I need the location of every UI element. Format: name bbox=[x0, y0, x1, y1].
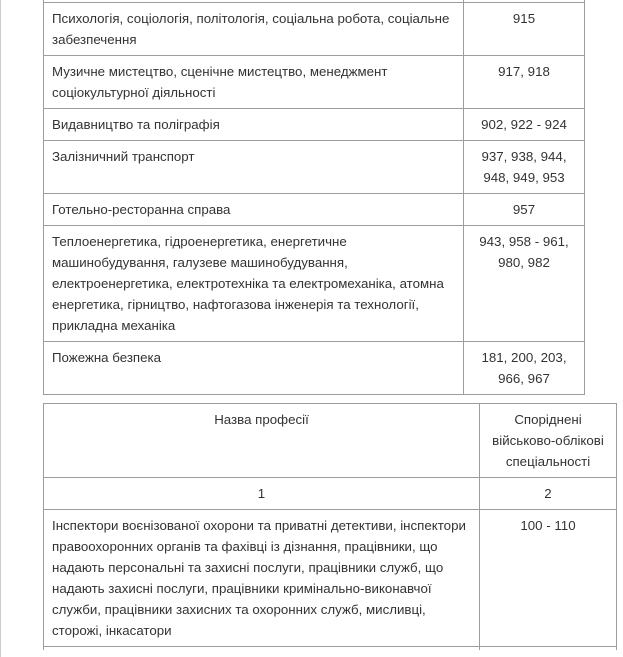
specialty-name-cell: Залізничний транспорт bbox=[44, 141, 464, 194]
column-index-cell: 1 bbox=[44, 478, 480, 510]
column-index-row bbox=[44, 478, 617, 510]
specialty-codes-cell: 902, 922 - 924 bbox=[464, 109, 585, 141]
table-row bbox=[44, 3, 585, 56]
related-specialties-header-cell: Споріднені військово-облікові спеціальності bbox=[480, 404, 617, 478]
specialty-codes-cell: 181, 200, 203, 966, 967 bbox=[464, 342, 585, 395]
window-left-edge-line bbox=[0, 0, 1, 657]
table-row bbox=[44, 56, 585, 109]
content-area bbox=[43, 0, 604, 650]
specialty-codes-cell: 915 bbox=[464, 3, 585, 56]
table-row-cutoff-bottom bbox=[44, 647, 617, 651]
table-row bbox=[44, 109, 585, 141]
table-row bbox=[44, 342, 585, 395]
professions-table bbox=[43, 403, 617, 650]
cutoff-cell bbox=[480, 647, 617, 651]
profession-codes-cell: 100 - 110 bbox=[480, 510, 617, 647]
table-row bbox=[44, 141, 585, 194]
profession-name-cell: Інспектори воєнізованої охорони та приватні детективи, інспектори правоохоронних органів та фахівці із дізнання, працівники, що надають персональні та захисні послуги, працівники служб, що надають захисні послуги, працівники кримінально-виконавчої служби, працівники захисних та охоронних служб, мисливці, сторожі, інкасатори bbox=[44, 510, 480, 647]
table-row bbox=[44, 194, 585, 226]
table-header-row bbox=[44, 404, 617, 478]
table-row bbox=[44, 510, 617, 647]
specialty-codes-cell: 957 bbox=[464, 194, 585, 226]
specialty-name-cell: Готельно-ресторанна справа bbox=[44, 194, 464, 226]
specialty-name-cell: Пожежна безпека bbox=[44, 342, 464, 395]
specialty-codes-cell: 917, 918 bbox=[464, 56, 585, 109]
specialties-codes-table bbox=[43, 0, 585, 395]
specialty-codes-cell: 943, 958 - 961, 980, 982 bbox=[464, 226, 585, 342]
specialty-codes-cell: 937, 938, 944, 948, 949, 953 bbox=[464, 141, 585, 194]
profession-name-header-cell: Назва професії bbox=[44, 404, 480, 478]
specialty-name-cell: Теплоенергетика, гідроенергетика, енергетичне машинобудування, галузеве машинобудування, електроенергетика, електротехніка та електромеханіка, атомна енергетика, гірництво, нафтогазова інженерія та технології, прикладна механіка bbox=[44, 226, 464, 342]
cutoff-cell bbox=[44, 647, 480, 651]
specialty-name-cell: Видавництво та поліграфія bbox=[44, 109, 464, 141]
table-row bbox=[44, 226, 585, 342]
specialty-name-cell: Психологія, соціологія, політологія, соціальна робота, соціальне забезпечення bbox=[44, 3, 464, 56]
specialty-name-cell: Музичне мистецтво, сценічне мистецтво, менеджмент соціокультурної діяльності bbox=[44, 56, 464, 109]
column-index-cell: 2 bbox=[480, 478, 617, 510]
